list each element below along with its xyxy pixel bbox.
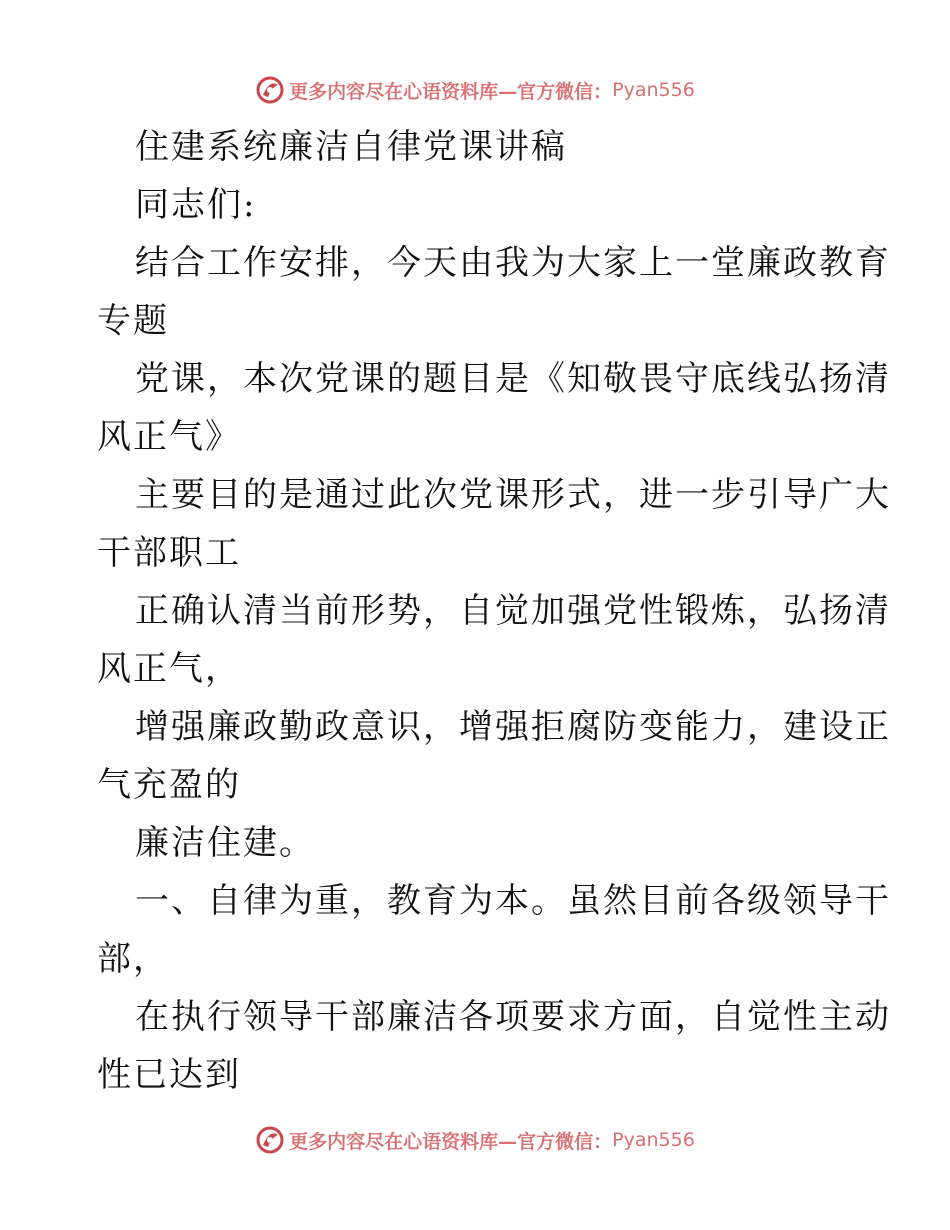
paragraph-line: 增强廉政勤政意识，增强拒腐防变能力，建设正: [135, 707, 891, 747]
paragraph-line: 主要目的是通过此次党课形式，进一步引导广大: [135, 475, 891, 515]
paragraph-line: 廉洁住建。: [135, 823, 315, 863]
document-body: [97, 118, 891, 1104]
red-swirl-logo-icon: [255, 75, 285, 105]
watermark-account: Pyan556: [612, 1129, 695, 1151]
watermark-banner-top: [0, 70, 950, 110]
paragraph-line: 气充盈的: [97, 765, 241, 805]
paragraph-line: 党课，本次党课的题目是《知敬畏守底线弘扬清: [135, 359, 891, 399]
paragraph-line: 结合工作安排，今天由我为大家上一堂廉政教育: [135, 243, 891, 283]
document-title: 住建系统廉洁自律党课讲稿: [135, 127, 567, 167]
paragraph-line: 在执行领导干部廉洁各项要求方面，自觉性主动: [135, 997, 891, 1037]
watermark-text: 更多内容尽在心语资料库—官方微信：: [289, 1130, 613, 1153]
paragraph-line: 专题: [97, 301, 169, 341]
paragraph-line: 性已达到: [97, 1055, 241, 1095]
paragraph-line: 正确认清当前形势，自觉加强党性锻炼，弘扬清: [135, 591, 891, 631]
watermark-banner-bottom: [0, 1120, 950, 1160]
watermark-account: Pyan556: [612, 79, 695, 101]
paragraph-line: 干部职工: [97, 533, 241, 573]
section-heading-line: 一、自律为重，教育为本。虽然目前各级领导干: [135, 881, 891, 921]
paragraph-line: 风正气，: [97, 649, 241, 689]
watermark-text: 更多内容尽在心语资料库—官方微信：: [289, 80, 613, 103]
red-swirl-logo-icon: [255, 1125, 285, 1155]
paragraph-line: 同志们:: [135, 185, 257, 225]
paragraph-line: 风正气》: [97, 417, 241, 457]
paragraph-line: 部，: [97, 939, 169, 979]
